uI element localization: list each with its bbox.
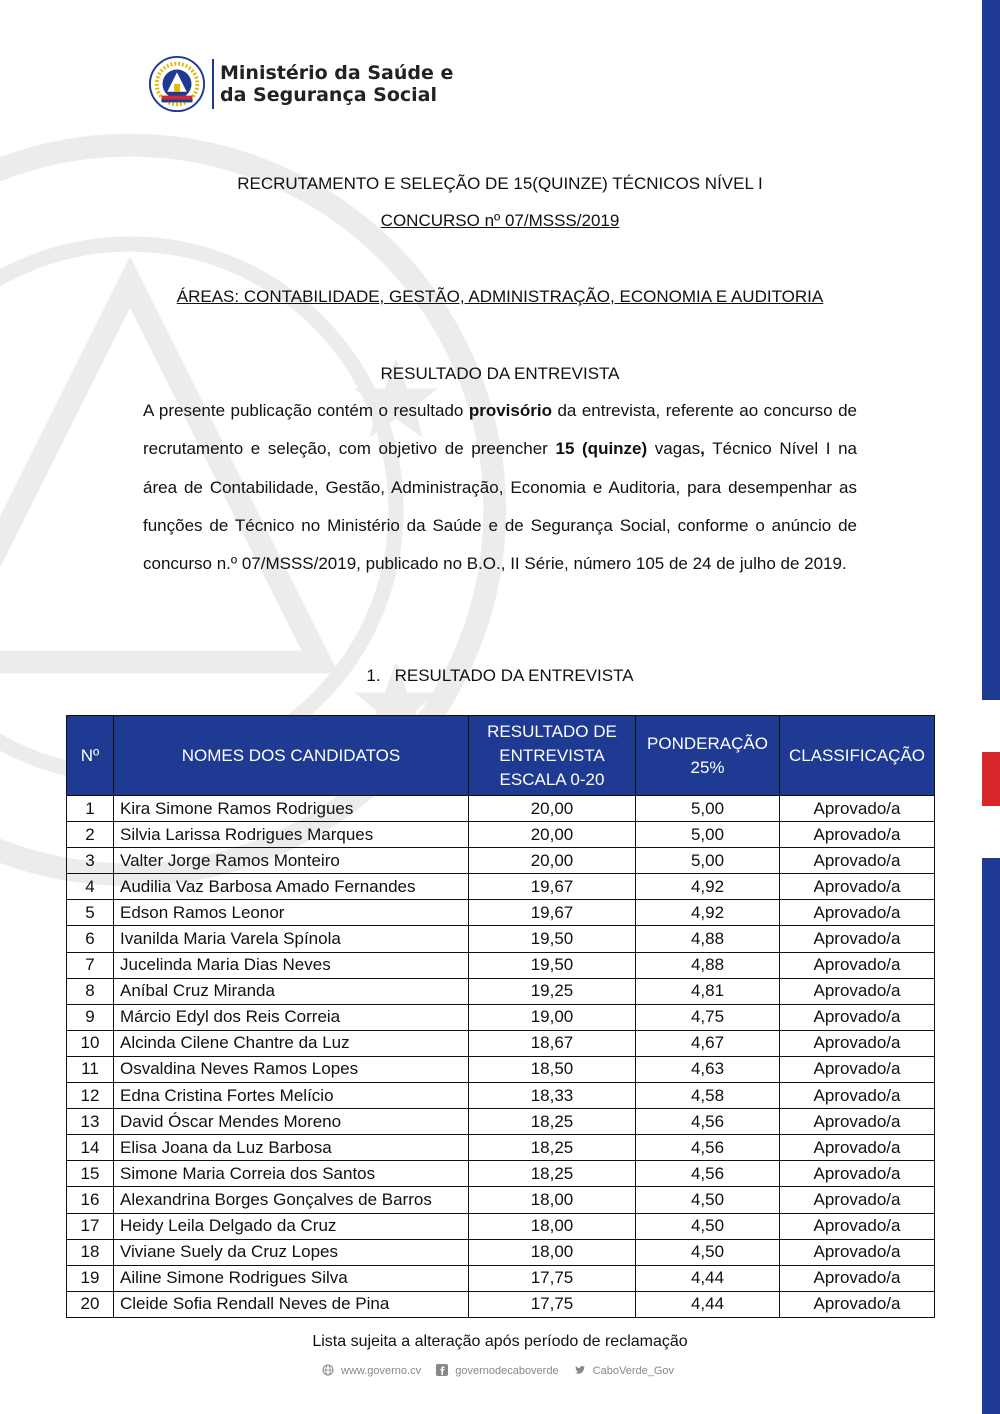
side-bar-blue-top (982, 0, 1000, 700)
table-row (67, 1161, 935, 1187)
cell-weighting: 4,50 (636, 1239, 780, 1265)
cell-interview-result: 18,00 (469, 1187, 636, 1213)
cell-candidate-name: Cleide Sofia Rendall Neves de Pina (114, 1291, 469, 1317)
cell-candidate-name: Aníbal Cruz Miranda (114, 978, 469, 1004)
cell-interview-result: 19,67 (469, 900, 636, 926)
cell-interview-result: 18,25 (469, 1161, 636, 1187)
cell-weighting: 5,00 (636, 796, 780, 822)
cell-candidate-name: Osvaldina Neves Ramos Lopes (114, 1056, 469, 1082)
ministry-header (148, 55, 453, 113)
table-row (67, 822, 935, 848)
header-weight-line-1: PONDERAÇÃO (647, 733, 768, 753)
cell-weighting: 4,81 (636, 978, 780, 1004)
cell-candidate-name: David Óscar Mendes Moreno (114, 1109, 469, 1135)
cell-candidate-name: Ailine Simone Rodrigues Silva (114, 1265, 469, 1291)
cell-classification: Aprovado/a (780, 1291, 935, 1317)
section-number: 1. (366, 666, 381, 685)
table-header-row (67, 716, 935, 796)
table-row (67, 1265, 935, 1291)
cell-number: 13 (67, 1109, 114, 1135)
header-divider (212, 59, 214, 109)
globe-icon (322, 1364, 334, 1376)
para-text-1: A presente publicação contém o resultado (143, 401, 469, 420)
header-result-line-1: RESULTADO DE (487, 721, 617, 741)
para-bold-3: , (700, 439, 705, 459)
cell-classification: Aprovado/a (780, 1083, 935, 1109)
cell-weighting: 4,56 (636, 1161, 780, 1187)
table-row (67, 796, 935, 822)
cell-interview-result: 18,25 (469, 1135, 636, 1161)
cell-classification: Aprovado/a (780, 900, 935, 926)
cell-interview-result: 18,67 (469, 1030, 636, 1056)
cell-interview-result: 17,75 (469, 1265, 636, 1291)
table-row (67, 1239, 935, 1265)
cell-interview-result: 18,33 (469, 1083, 636, 1109)
seal-icon (148, 55, 206, 113)
facebook-link[interactable] (436, 1365, 565, 1377)
cell-candidate-name: Ivanilda Maria Varela Spínola (114, 926, 469, 952)
cell-candidate-name: Silvia Larissa Rodrigues Marques (114, 822, 469, 848)
para-text-4: Técnico Nível I na área de Contabilidade, Gestão, Administração, Economia e Auditoria, para desempenhar as funções de Técnico no Ministério da Saúde e de Segurança Social, conforme o anúncio de concurso n.º 07/MSSS/2019, publicado no B.O., II Série, número 105 de 24 de julho de 2019. (143, 439, 857, 574)
para-text-3: vagas (647, 439, 701, 459)
table-row (67, 926, 935, 952)
cell-classification: Aprovado/a (780, 952, 935, 978)
cell-classification: Aprovado/a (780, 1056, 935, 1082)
cell-weighting: 4,92 (636, 874, 780, 900)
cell-weighting: 4,88 (636, 952, 780, 978)
cell-weighting: 4,75 (636, 1004, 780, 1030)
cell-candidate-name: Viviane Suely da Cruz Lopes (114, 1239, 469, 1265)
table-row (67, 874, 935, 900)
cell-candidate-name: Alexandrina Borges Gonçalves de Barros (114, 1187, 469, 1213)
cell-interview-result: 19,25 (469, 978, 636, 1004)
cell-number: 7 (67, 952, 114, 978)
cell-candidate-name: Elisa Joana da Luz Barbosa (114, 1135, 469, 1161)
header-class: CLASSIFICAÇÃO (780, 716, 935, 796)
cell-interview-result: 18,00 (469, 1239, 636, 1265)
header-name: NOMES DOS CANDIDATOS (114, 716, 469, 796)
cell-number: 11 (67, 1056, 114, 1082)
cell-classification: Aprovado/a (780, 1265, 935, 1291)
table-row (67, 1083, 935, 1109)
para-bold-1: provisório (468, 401, 552, 420)
cell-number: 8 (67, 978, 114, 1004)
table-row (67, 1213, 935, 1239)
cell-interview-result: 18,50 (469, 1056, 636, 1082)
twitter-link[interactable] (574, 1365, 678, 1377)
cell-classification: Aprovado/a (780, 978, 935, 1004)
header-weight-line-2: 25% (690, 757, 725, 777)
cell-candidate-name: Edna Cristina Fortes Melício (114, 1083, 469, 1109)
cell-interview-result: 18,25 (469, 1109, 636, 1135)
table-row (67, 1109, 935, 1135)
cell-interview-result: 20,00 (469, 848, 636, 874)
cell-interview-result: 17,75 (469, 1291, 636, 1317)
cell-classification: Aprovado/a (780, 848, 935, 874)
header-num: Nº (67, 716, 114, 796)
cell-weighting: 4,44 (636, 1291, 780, 1317)
results-table (66, 715, 935, 1318)
section-title: RESULTADO DA ENTREVISTA (394, 666, 634, 685)
cell-candidate-name: Alcinda Cilene Chantre da Luz (114, 1030, 469, 1056)
facebook-icon (436, 1364, 448, 1376)
cell-number: 9 (67, 1004, 114, 1030)
para-bold-2: 15 (quinze) (555, 439, 648, 459)
facebook-text: governodecaboverde (455, 1365, 559, 1377)
cell-number: 19 (67, 1265, 114, 1291)
cell-weighting: 4,92 (636, 900, 780, 926)
cell-candidate-name: Edson Ramos Leonor (114, 900, 469, 926)
cell-number: 3 (67, 848, 114, 874)
table-row (67, 1135, 935, 1161)
cell-candidate-name: Heidy Leila Delgado da Cruz (114, 1213, 469, 1239)
header-weight (636, 716, 780, 796)
cell-classification: Aprovado/a (780, 1109, 935, 1135)
table-row (67, 1056, 935, 1082)
cell-classification: Aprovado/a (780, 874, 935, 900)
cell-candidate-name: Jucelinda Maria Dias Neves (114, 952, 469, 978)
ministry-line-2: da Segurança Social (220, 84, 437, 106)
cell-interview-result: 20,00 (469, 796, 636, 822)
cell-classification: Aprovado/a (780, 1161, 935, 1187)
cell-weighting: 4,44 (636, 1265, 780, 1291)
table-row (67, 1187, 935, 1213)
cell-weighting: 5,00 (636, 848, 780, 874)
section-heading (0, 666, 1000, 686)
cell-number: 17 (67, 1213, 114, 1239)
cell-number: 20 (67, 1291, 114, 1317)
side-bar-blue-bottom (982, 858, 1000, 1414)
cell-weighting: 4,88 (636, 926, 780, 952)
cell-weighting: 4,67 (636, 1030, 780, 1056)
cell-interview-result: 19,00 (469, 1004, 636, 1030)
cell-interview-result: 20,00 (469, 822, 636, 848)
cell-weighting: 5,00 (636, 822, 780, 848)
cell-classification: Aprovado/a (780, 926, 935, 952)
footer-note: Lista sujeita a alteração após período de reclamação (312, 1333, 688, 1350)
title-result: RESULTADO DA ENTREVISTA (380, 364, 620, 383)
title-recruitment: RECRUTAMENTO E SELEÇÃO DE 15(QUINZE) TÉCNICOS NÍVEL I (237, 174, 763, 193)
title-contest: CONCURSO nº 07/MSSS/2019 (380, 211, 620, 230)
title-areas: ÁREAS: CONTABILIDADE, GESTÃO, ADMINISTRAÇÃO, ECONOMIA E AUDITORIA (176, 287, 824, 306)
cell-classification: Aprovado/a (780, 1187, 935, 1213)
side-bar-red (982, 752, 1000, 806)
cell-weighting: 4,56 (636, 1135, 780, 1161)
cell-interview-result: 19,50 (469, 952, 636, 978)
cell-classification: Aprovado/a (780, 1239, 935, 1265)
cell-classification: Aprovado/a (780, 1213, 935, 1239)
cell-interview-result: 18,00 (469, 1213, 636, 1239)
cell-candidate-name: Kira Simone Ramos Rodrigues (114, 796, 469, 822)
cell-weighting: 4,50 (636, 1187, 780, 1213)
para-text-2: da entrevista, referente ao concurso de recrutamento e seleção, com objetivo de preencher (143, 401, 857, 459)
cell-weighting: 4,50 (636, 1213, 780, 1239)
cell-weighting: 4,58 (636, 1083, 780, 1109)
cell-number: 18 (67, 1239, 114, 1265)
table-row (67, 952, 935, 978)
cell-weighting: 4,56 (636, 1109, 780, 1135)
cell-candidate-name: Audilia Vaz Barbosa Amado Fernandes (114, 874, 469, 900)
cell-classification: Aprovado/a (780, 1030, 935, 1056)
cell-number: 6 (67, 926, 114, 952)
cell-number: 16 (67, 1187, 114, 1213)
cell-candidate-name: Valter Jorge Ramos Monteiro (114, 848, 469, 874)
social-links (0, 1364, 1000, 1377)
ministry-line-1: Ministério da Saúde e (220, 62, 454, 84)
table-row (67, 978, 935, 1004)
cell-interview-result: 19,67 (469, 874, 636, 900)
cell-interview-result: 19,50 (469, 926, 636, 952)
cell-number: 4 (67, 874, 114, 900)
cell-number: 5 (67, 900, 114, 926)
twitter-icon (574, 1364, 586, 1376)
intro-paragraph (143, 392, 857, 583)
table-row (67, 1004, 935, 1030)
cell-number: 1 (67, 796, 114, 822)
table-row (67, 848, 935, 874)
cell-number: 14 (67, 1135, 114, 1161)
cell-number: 15 (67, 1161, 114, 1187)
header-result-line-2: ENTREVISTA (499, 745, 605, 765)
cell-number: 2 (67, 822, 114, 848)
header-result (469, 716, 636, 796)
cell-classification: Aprovado/a (780, 1004, 935, 1030)
ministry-name (220, 62, 453, 106)
table-row (67, 900, 935, 926)
cell-classification: Aprovado/a (780, 1135, 935, 1161)
twitter-text: CaboVerde_Gov (592, 1365, 675, 1377)
table-row (67, 1030, 935, 1056)
cell-candidate-name: Simone Maria Correia dos Santos (114, 1161, 469, 1187)
header-result-line-3: ESCALA 0-20 (499, 769, 605, 789)
cell-number: 10 (67, 1030, 114, 1056)
cell-classification: Aprovado/a (780, 796, 935, 822)
cell-weighting: 4,63 (636, 1056, 780, 1082)
website-text: www.governo.cv (341, 1365, 422, 1377)
cell-candidate-name: Márcio Edyl dos Reis Correia (114, 1004, 469, 1030)
website-link[interactable] (322, 1365, 428, 1377)
table-row (67, 1291, 935, 1317)
cell-number: 12 (67, 1083, 114, 1109)
cell-classification: Aprovado/a (780, 822, 935, 848)
